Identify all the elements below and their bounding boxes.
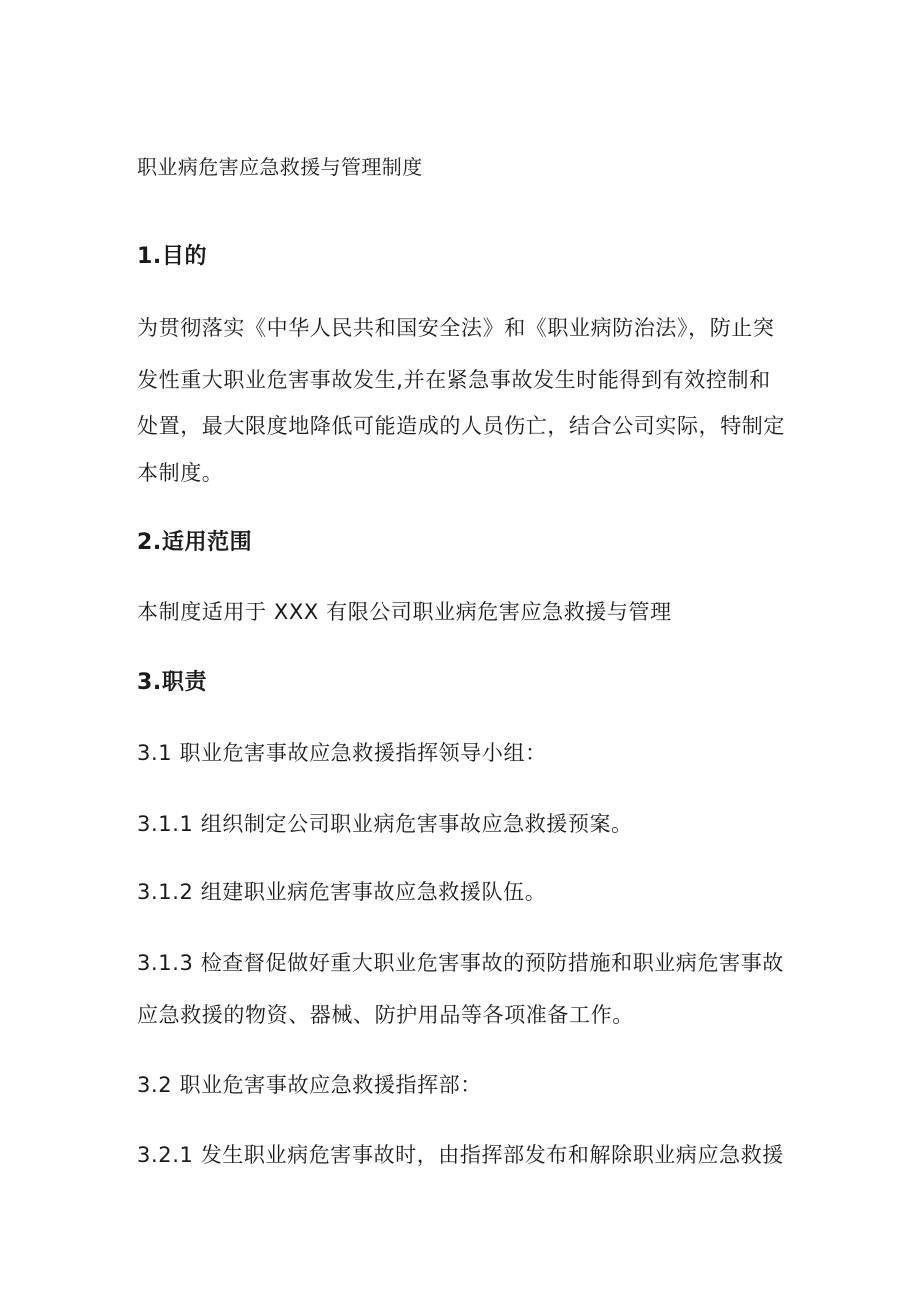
paragraph-line: 3.2 职业危害事故应急救援指挥部： <box>137 1073 482 1097</box>
paragraph-line: 本制度。 <box>137 461 224 485</box>
paragraph-line: 3.1.2 组建职业病危害事故应急救援队伍。 <box>137 880 547 904</box>
paragraph-line: 3.1.1 组织制定公司职业病危害事故应急救援预案。 <box>137 812 633 836</box>
paragraph-line: 3.1.3 检查督促做好重大职业危害事故的预防措施和职业病危害事故 <box>137 951 784 975</box>
paragraph-line: 3.2.1 发生职业病危害事故时，由指挥部发布和解除职业病应急救援 <box>137 1143 784 1167</box>
section-heading-responsibilities: 3.职责 <box>137 670 208 695</box>
paragraph-line: 3.1 职业危害事故应急救援指挥领导小组： <box>137 741 547 765</box>
paragraph-line: 发性重大职业危害事故发生,并在紧急事故发生时能得到有效控制和 <box>137 368 771 392</box>
paragraph-line: 本制度适用于 XXX 有限公司职业病危害应急救援与管理 <box>137 600 672 624</box>
paragraph-line: 处置，最大限度地降低可能造成的人员伤亡，结合公司实际，特制定 <box>137 414 785 438</box>
section-heading-purpose: 1.目的 <box>137 244 208 269</box>
paragraph-line: 为贯彻落实《中华人民共和国安全法》和《职业病防治法》，防止突 <box>137 316 775 340</box>
paragraph-line: 应急救援的物资、器械、防护用品等各项准备工作。 <box>137 1003 634 1027</box>
document-title: 职业病危害应急救援与管理制度 <box>137 155 423 179</box>
section-heading-scope: 2.适用范围 <box>137 530 253 555</box>
